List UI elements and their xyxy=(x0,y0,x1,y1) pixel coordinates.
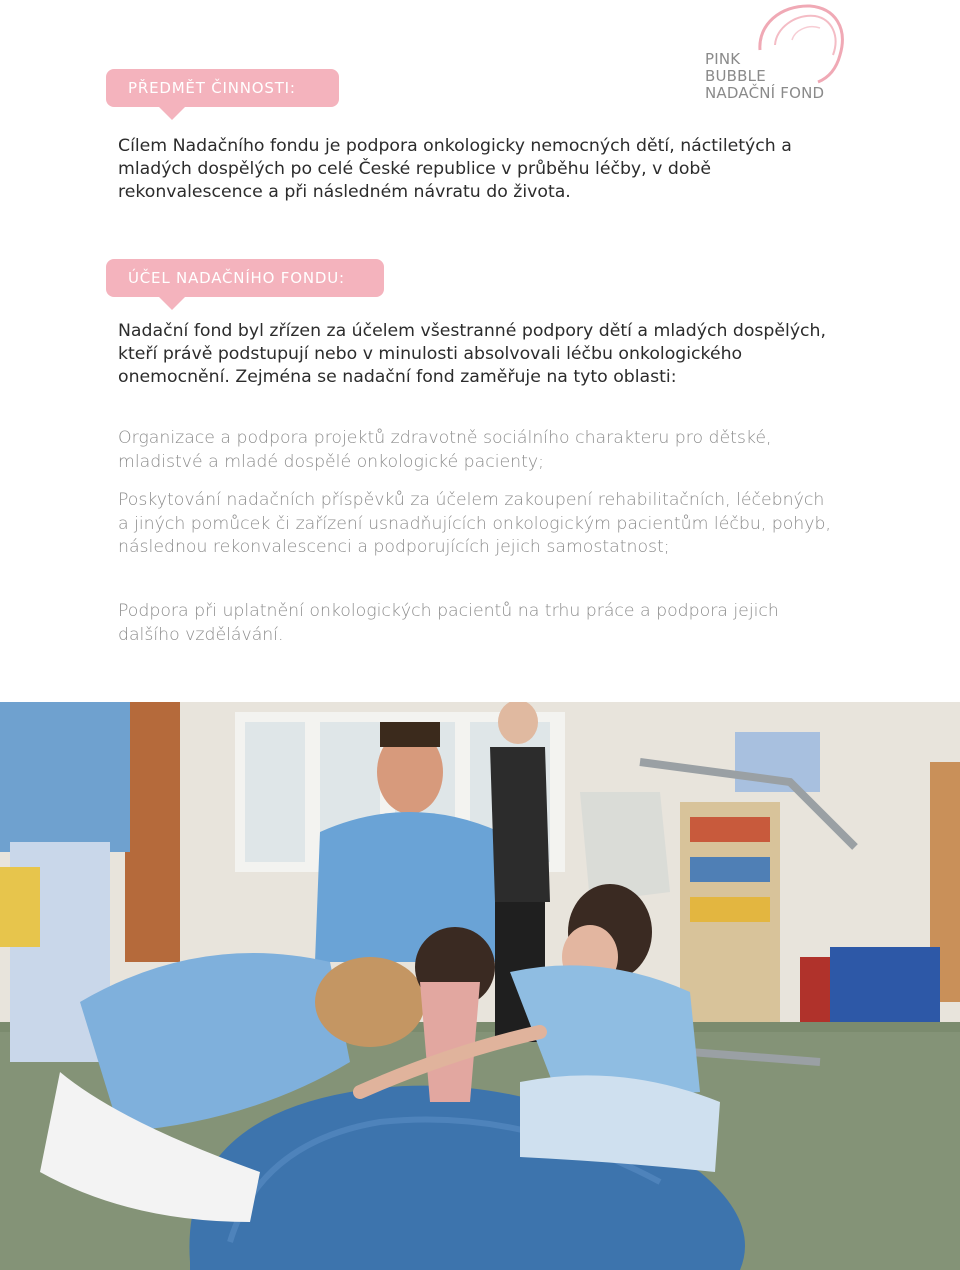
logo-line-3: NADAČNÍ FOND xyxy=(705,84,825,102)
pink-bubble-logo xyxy=(700,0,860,110)
section-heading-predmet: PŘEDMĚT ČINNOSTI: xyxy=(106,69,339,107)
section-heading-ucel: ÚČEL NADAČNÍHO FONDU: xyxy=(106,259,384,297)
list-item-3: Podpora při uplatnění onkologických pacientů na trhu práce a podpora jejich dalšího vzdělávání. xyxy=(118,601,779,645)
list-item-2: Poskytování nadačních příspěvků za účelem zakoupení rehabilitačních, léčebných a jiných pomůcek či zařízení usnadňujících onkologickým pacientům léčbu, pohyb, následnou rekonvalescenci a podporujících jejich samostatnost; xyxy=(118,490,831,557)
logo-line-2: BUBBLE xyxy=(705,67,766,85)
section1-paragraph: Cílem Nadačního fondu je podpora onkologicky nemocných dětí, náctiletých a mladých dospělých po celé České republice v průběhu léčby, v době rekonvalescence a při následném návratu do života. xyxy=(118,136,792,202)
photo-illustration xyxy=(0,702,960,1270)
list-item-1: Organizace a podpora projektů zdravotně sociálního charakteru pro dětské, mladistvé a mladé dospělé onkologické pacienty; xyxy=(118,428,772,472)
logo-line-1: PINK xyxy=(705,50,741,68)
section2-intro: Nadační fond byl zřízen za účelem všestranné podpory dětí a mladých dospělých, kteří právě podstupují nebo v minulosti absolvovali léčbu onkologického onemocnění. Zejména se nadační fond zaměřuje na tyto oblasti: xyxy=(118,321,827,387)
rehabilitation-photo xyxy=(0,702,960,1270)
